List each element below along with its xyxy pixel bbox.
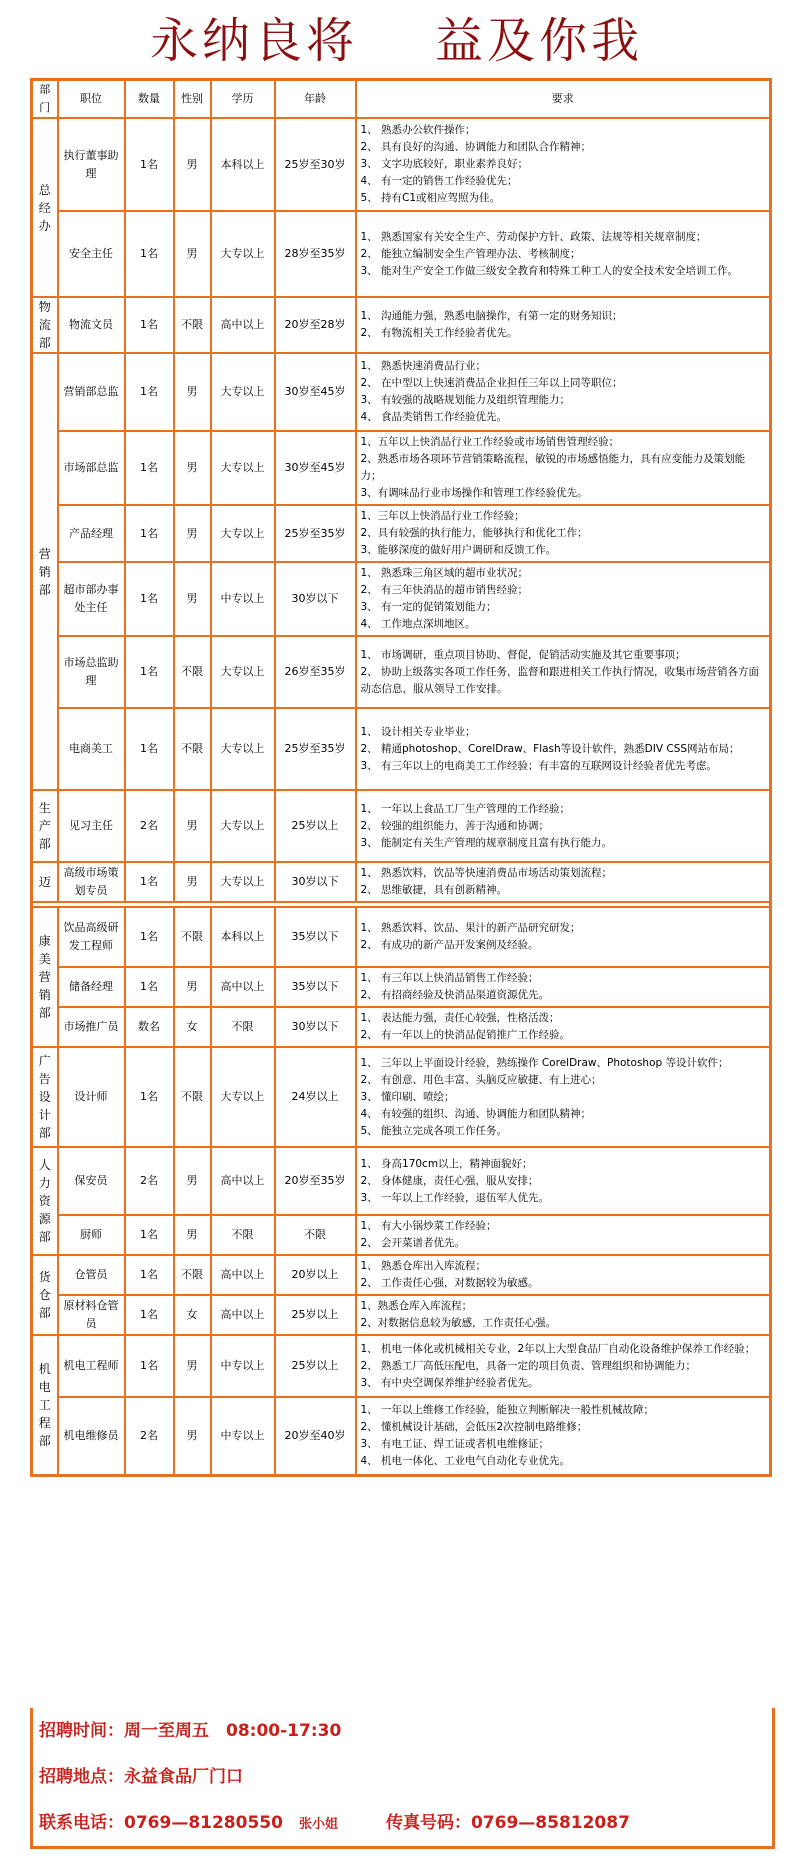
table-row (32, 353, 771, 431)
department-cell: 货仓部 (32, 1255, 58, 1335)
requirement-item: 1、 三年以上平面设计经验，熟练操作 CorelDraw、Photoshop 等设计软件； (360, 1056, 729, 1069)
table-row (32, 1295, 771, 1335)
age-cell: 30岁至45岁 (275, 431, 356, 505)
position-cell: 市场总监助理 (58, 636, 125, 708)
gender-cell: 不限 (174, 708, 211, 790)
requirement-item: 1、 沟通能力强，熟悉电脑操作，有第一定的财务知识； (360, 310, 623, 322)
gender-cell: 男 (174, 967, 211, 1007)
requirement-item: 1、 一年以上食品工厂生产管理的工作经验； (360, 802, 571, 815)
age-cell: 25岁以上 (275, 790, 356, 862)
gender-cell: 不限 (174, 1047, 211, 1147)
requirement-item: 4、 机电一体化、工业电气自动化专业优先。 (360, 1454, 571, 1467)
requirements-cell (356, 636, 771, 708)
quantity-cell: 1名 (125, 118, 174, 211)
requirement-item: 3、 能制定有关生产管理的规章制度且富有执行能力。 (360, 836, 613, 849)
table-row (32, 1047, 771, 1147)
age-cell: 24岁以上 (275, 1047, 356, 1147)
requirements-cell (356, 967, 771, 1007)
requirement-item: 1、 市场调研，重点项目协助、督促，促销活动实施及其它重要事项； (360, 648, 686, 661)
table-row (32, 967, 771, 1007)
position-cell: 保安员 (58, 1147, 125, 1215)
position-cell: 市场部总监 (58, 431, 125, 505)
age-cell: 35岁以下 (275, 967, 356, 1007)
requirement-item: 4、 有较强的组织、沟通、协调能力和团队精神； (360, 1107, 592, 1120)
quantity-cell: 1名 (125, 353, 174, 431)
age-cell: 30岁以下 (275, 562, 356, 636)
gender-cell: 男 (174, 1215, 211, 1255)
requirement-item: 1、五年以上快消品行业工作经验或市场销售管理经验； (360, 436, 620, 448)
requirement-item: 2、 会开菜谱者优先。 (360, 1237, 466, 1249)
requirement-item: 1、 有三年以上快消品销售工作经验； (360, 972, 539, 984)
quantity-cell: 1名 (125, 862, 174, 902)
requirement-item: 2、 精通photoshop、CorelDraw、Flash等设计软件，熟悉DIV CSS网站布局； (360, 742, 740, 755)
table-row (32, 1215, 771, 1255)
requirement-item: 1、 身高170cm以上，精神面貌好； (360, 1157, 533, 1170)
requirements-cell (356, 1047, 771, 1147)
job-table (30, 78, 772, 1477)
education-cell: 大专以上 (211, 353, 275, 431)
requirements-cell (356, 505, 771, 562)
gender-cell: 男 (174, 211, 211, 297)
position-cell: 超市部办事处主任 (58, 562, 125, 636)
age-cell: 30岁以下 (275, 1007, 356, 1047)
education-cell: 大专以上 (211, 431, 275, 505)
department-cell: 物流部 (32, 297, 58, 353)
quantity-cell: 1名 (125, 907, 174, 967)
education-cell: 中专以上 (211, 1335, 275, 1397)
department-cell: 广告设计部 (32, 1047, 58, 1147)
requirement-item: 3、 有较强的战略规划能力及组织管理能力； (360, 394, 571, 406)
position-cell: 产品经理 (58, 505, 125, 562)
table-row (32, 907, 771, 967)
position-cell: 厨师 (58, 1215, 125, 1255)
table-row (32, 431, 771, 505)
quantity-cell: 1名 (125, 636, 174, 708)
gender-cell: 男 (174, 862, 211, 902)
gender-cell: 男 (174, 505, 211, 562)
requirement-item: 1、 熟悉饮料、饮品、果汁的新产品研究研发； (360, 922, 581, 934)
position-cell: 电商美工 (58, 708, 125, 790)
requirement-item: 3、 有三年以上的电商美工工作经验；有丰富的互联网设计经验者优先考虑。 (360, 759, 718, 772)
education-cell: 大专以上 (211, 1047, 275, 1147)
requirement-item: 3、 有电工证、焊工证或者机电维修证； (360, 1437, 550, 1450)
requirements-cell (356, 708, 771, 790)
quantity-cell: 1名 (125, 505, 174, 562)
education-cell: 大专以上 (211, 211, 275, 297)
education-cell: 高中以上 (211, 1255, 275, 1295)
table-row (32, 562, 771, 636)
requirements-cell (356, 118, 771, 211)
quantity-cell: 1名 (125, 1215, 174, 1255)
requirements-cell (356, 790, 771, 862)
table-row (32, 211, 771, 297)
education-cell: 大专以上 (211, 505, 275, 562)
quantity-cell: 1名 (125, 1255, 174, 1295)
requirement-item: 1、 机电一体化或机械相关专业，2年以上大型食品厂自动化设备维护保养工作经验； (360, 1342, 756, 1355)
requirement-item: 2、 具有良好的沟通、协调能力和团队合作精神； (360, 141, 592, 153)
table-row (32, 862, 771, 902)
requirement-item: 2、 有招商经验及快消品渠道资源优先。 (360, 989, 550, 1001)
age-cell: 20岁以上 (275, 1255, 356, 1295)
gender-cell: 男 (174, 1335, 211, 1397)
education-cell: 大专以上 (211, 790, 275, 862)
requirement-item: 2、 有物流相关工作经验者优先。 (360, 327, 518, 339)
header-dept: 部门 (32, 80, 58, 119)
education-cell: 高中以上 (211, 297, 275, 353)
position-cell: 储备经理 (58, 967, 125, 1007)
header-quantity: 数量 (125, 80, 174, 119)
contact-line (39, 1800, 772, 1846)
position-cell: 安全主任 (58, 211, 125, 297)
education-cell: 中专以上 (211, 1397, 275, 1475)
requirement-item: 2、 有成功的新产品开发案例及经验。 (360, 939, 539, 951)
age-cell: 28岁至35岁 (275, 211, 356, 297)
requirements-cell (356, 1007, 771, 1047)
requirement-item: 2、 能独立编制安全生产管理办法、考核制度； (360, 247, 581, 260)
requirement-item: 3、 有中央空调保养维护经验者优先。 (360, 1376, 539, 1389)
gender-cell: 不限 (174, 1255, 211, 1295)
requirement-item: 1、 一年以上维修工作经验，能独立判断解决一般性机械故障； (360, 1403, 655, 1416)
gender-cell: 男 (174, 790, 211, 862)
requirement-item: 2、具有较强的执行能力，能够执行和优化工作； (360, 527, 588, 539)
contact-phone: 联系电话：0769—81280550 (39, 1813, 283, 1833)
header-position: 职位 (58, 80, 125, 119)
page-title: 永纳良将 益及你我 (149, 13, 644, 69)
age-cell: 20岁至40岁 (275, 1397, 356, 1475)
table-header-row (32, 80, 771, 119)
age-cell: 30岁至45岁 (275, 353, 356, 431)
requirement-item: 2、 在中型以上快速消费品企业担任三年以上同等职位； (360, 377, 623, 389)
table-row (32, 297, 771, 353)
requirements-cell (356, 862, 771, 902)
requirements-cell (356, 353, 771, 431)
table-row (32, 1255, 771, 1295)
position-cell: 物流文员 (58, 297, 125, 353)
requirements-cell (356, 1255, 771, 1295)
age-cell: 30岁以下 (275, 862, 356, 902)
gender-cell: 女 (174, 1007, 211, 1047)
recruitment-place: 招聘地点：永益食品厂门口 (39, 1767, 243, 1787)
gender-cell: 男 (174, 562, 211, 636)
position-cell: 饮品高级研发工程师 (58, 907, 125, 967)
education-cell: 中专以上 (211, 562, 275, 636)
requirement-item: 1、 设计相关专业毕业； (360, 725, 476, 738)
header-gender: 性别 (174, 80, 211, 119)
age-cell: 25岁以上 (275, 1295, 356, 1335)
requirement-item: 4、 食品类销售工作经验优先。 (360, 411, 508, 423)
requirement-item: 1、 熟悉饮料，饮品等快速消费品市场活动策划流程； (360, 867, 613, 879)
recruitment-info (30, 1708, 775, 1849)
requirement-item: 2、 有一年以上的快消品促销推广工作经验。 (360, 1029, 571, 1041)
requirements-cell (356, 211, 771, 297)
age-cell: 25岁以上 (275, 1335, 356, 1397)
requirement-item: 3、能够深度的做好用户调研和反馈工作。 (360, 544, 557, 556)
position-cell: 原材料仓管员 (58, 1295, 125, 1335)
requirement-item: 2、 熟悉工厂高低压配电，具备一定的项目负责、管理组织和协调能力； (360, 1359, 697, 1372)
gender-cell: 女 (174, 1295, 211, 1335)
department-cell: 生产部 (32, 790, 58, 862)
position-cell: 机电维修员 (58, 1397, 125, 1475)
gender-cell: 男 (174, 1397, 211, 1475)
requirements-cell (356, 1147, 771, 1215)
table-row (32, 505, 771, 562)
header-education: 学历 (211, 80, 275, 119)
table-row (32, 1007, 771, 1047)
requirement-item: 3、 能对生产安全工作做三级安全教育和特殊工种工人的安全技术安全培训工作。 (360, 264, 739, 277)
quantity-cell: 1名 (125, 211, 174, 297)
department-cell: 人力资源部 (32, 1147, 58, 1255)
age-cell: 25岁至30岁 (275, 118, 356, 211)
education-cell: 不限 (211, 1007, 275, 1047)
requirements-cell (356, 1295, 771, 1335)
age-cell: 25岁至35岁 (275, 708, 356, 790)
table-row (32, 708, 771, 790)
requirement-item: 2、熟悉市场各项环节营销策略流程，敏锐的市场感悟能力，具有应变能力及策划能力； (360, 453, 746, 482)
quantity-cell: 2名 (125, 1147, 174, 1215)
requirement-item: 1、 熟悉仓库出入库流程； (360, 1260, 487, 1272)
position-cell: 见习主任 (58, 790, 125, 862)
gender-cell: 不限 (174, 297, 211, 353)
age-cell: 20岁至28岁 (275, 297, 356, 353)
quantity-cell: 1名 (125, 431, 174, 505)
requirement-item: 2、 有创意、用色丰富、头脑反应敏捷、有上进心； (360, 1073, 602, 1086)
requirements-cell (356, 1335, 771, 1397)
requirements-cell (356, 1397, 771, 1475)
requirement-item: 5、 持有C1或相应驾照为佳。 (360, 192, 501, 204)
department-cell: 总经办 (32, 118, 58, 297)
requirement-item: 2、 工作责任心强，对数据较为敏感。 (360, 1277, 539, 1289)
requirement-item: 4、 有一定的销售工作经验优先； (360, 175, 518, 187)
quantity-cell: 2名 (125, 1397, 174, 1475)
gender-cell: 不限 (174, 636, 211, 708)
requirement-item: 2、 思维敏捷，具有创新精神。 (360, 884, 508, 896)
table-row (32, 636, 771, 708)
education-cell: 大专以上 (211, 636, 275, 708)
gender-cell: 男 (174, 1147, 211, 1215)
gender-cell: 男 (174, 118, 211, 211)
age-cell: 25岁至35岁 (275, 505, 356, 562)
quantity-cell: 数名 (125, 1007, 174, 1047)
quantity-cell: 1名 (125, 708, 174, 790)
age-cell: 26岁至35岁 (275, 636, 356, 708)
fax-number: 传真号码：0769—85812087 (385, 1813, 630, 1833)
position-cell: 机电工程师 (58, 1335, 125, 1397)
department-cell: 康美营销部 (32, 907, 58, 1047)
department-cell: 营销部 (32, 353, 58, 790)
position-cell: 市场推广员 (58, 1007, 125, 1047)
education-cell: 大专以上 (211, 862, 275, 902)
department-cell: 迈 (32, 862, 58, 902)
requirements-cell (356, 297, 771, 353)
department-cell: 机电工程部 (32, 1335, 58, 1475)
requirement-item: 2、 有三年快消品的超市销售经验； (360, 584, 529, 596)
gender-cell: 不限 (174, 907, 211, 967)
requirement-item: 4、 工作地点深圳地区。 (360, 618, 476, 630)
requirement-item: 2、 懂机械设计基础，会低压2次控制电路维修； (360, 1420, 588, 1433)
requirements-cell (356, 562, 771, 636)
requirements-cell (356, 1215, 771, 1255)
requirement-item: 1、 熟悉快速消费品行业； (360, 360, 487, 372)
requirement-item: 1、三年以上快消品行业工作经验； (360, 510, 525, 522)
education-cell: 高中以上 (211, 967, 275, 1007)
position-cell: 设计师 (58, 1047, 125, 1147)
education-cell: 大专以上 (211, 708, 275, 790)
requirement-item: 3、 一年以上工作经验，退伍军人优先。 (360, 1191, 550, 1204)
requirement-item: 3、有调味品行业市场操作和管理工作经验优先。 (360, 487, 588, 499)
requirement-item: 1、 熟悉国家有关安全生产、劳动保护方针、政策、法规等相关规章制度； (360, 230, 707, 243)
requirements-cell (356, 431, 771, 505)
education-cell: 不限 (211, 1215, 275, 1255)
position-cell: 仓管员 (58, 1255, 125, 1295)
quantity-cell: 2名 (125, 790, 174, 862)
requirement-item: 1、 有大小锅炒菜工作经验； (360, 1220, 497, 1232)
requirement-item: 1、熟悉仓库入库流程； (360, 1300, 473, 1312)
age-cell: 20岁至35岁 (275, 1147, 356, 1215)
age-cell: 不限 (275, 1215, 356, 1255)
education-cell: 本科以上 (211, 118, 275, 211)
quantity-cell: 1名 (125, 1295, 174, 1335)
quantity-cell: 1名 (125, 297, 174, 353)
gender-cell: 男 (174, 353, 211, 431)
quantity-cell: 1名 (125, 1047, 174, 1147)
quantity-cell: 1名 (125, 1335, 174, 1397)
position-cell: 高级市场策划专员 (58, 862, 125, 902)
requirement-item: 1、 熟悉办公软件操作； (360, 124, 476, 136)
requirement-item: 5、 能独立完成各项工作任务。 (360, 1124, 508, 1137)
header-age: 年龄 (275, 80, 356, 119)
age-cell: 35岁以下 (275, 907, 356, 967)
requirement-item: 3、 文字功底较好，职业素养良好； (360, 158, 529, 170)
position-cell: 执行董事助理 (58, 118, 125, 211)
recruitment-time: 招聘时间：周一至周五 08:00-17:30 (39, 1721, 342, 1741)
job-table-body (32, 118, 771, 1475)
requirement-item: 2、对数据信息较为敏感，工作责任心强。 (360, 1317, 557, 1329)
requirement-item: 2、 协助上级落实各项工作任务，监督和跟进相关工作执行情况，收集市场营销各方面动态信息，服从领导工作安排。 (360, 665, 760, 695)
requirement-item: 1、 表达能力强，责任心较强，性格活泼； (360, 1012, 560, 1024)
requirement-item: 2、 较强的组织能力，善于沟通和协调； (360, 819, 550, 832)
table-row (32, 790, 771, 862)
table-row (32, 1397, 771, 1475)
requirements-cell (356, 907, 771, 967)
position-cell: 营销部总监 (58, 353, 125, 431)
table-row (32, 1147, 771, 1215)
education-cell: 高中以上 (211, 1295, 275, 1335)
quantity-cell: 1名 (125, 562, 174, 636)
quantity-cell: 1名 (125, 967, 174, 1007)
table-row (32, 118, 771, 211)
education-cell: 高中以上 (211, 1147, 275, 1215)
gender-cell: 男 (174, 431, 211, 505)
header-requirements: 要求 (356, 80, 771, 119)
contact-name: 张小姐 (298, 1817, 338, 1832)
requirement-item: 3、 有一定的促销策划能力； (360, 601, 497, 613)
table-row (32, 1335, 771, 1397)
requirement-item: 1、 熟悉珠三角区域的超市业状况； (360, 567, 529, 579)
education-cell: 本科以上 (211, 907, 275, 967)
requirement-item: 3、 懂印刷、喷绘； (360, 1090, 455, 1103)
requirement-item: 2、 身体健康，责任心强，服从安排； (360, 1174, 539, 1187)
